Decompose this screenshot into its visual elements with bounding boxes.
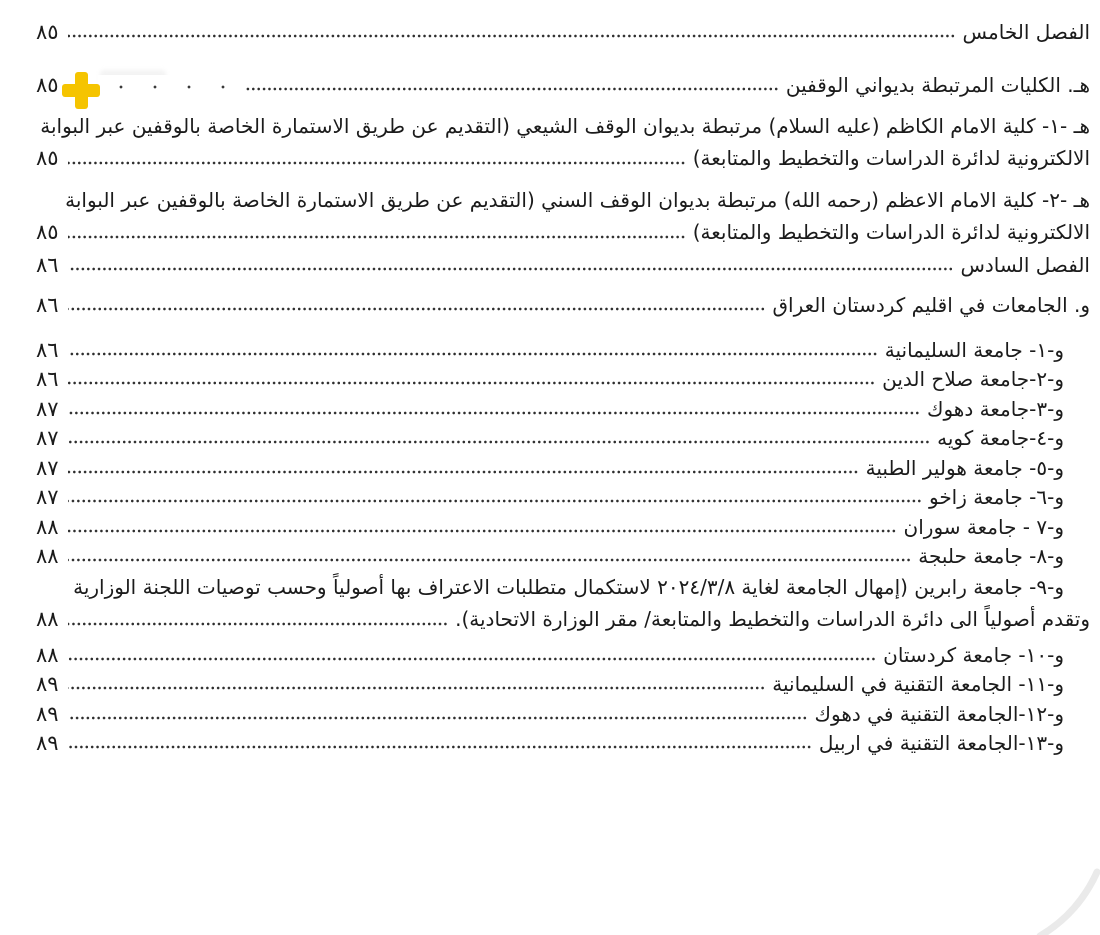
toc-item-w2[interactable] bbox=[36, 365, 1090, 395]
dot-leader bbox=[68, 142, 686, 174]
toc-page-number: ٨٦ bbox=[36, 337, 59, 362]
toc-item-w5[interactable] bbox=[36, 453, 1090, 483]
toc-item-w4[interactable] bbox=[36, 424, 1090, 454]
corner-arc-watermark bbox=[1030, 860, 1100, 935]
toc-page-number: ٨٥ bbox=[36, 73, 59, 97]
toc-item-w7[interactable] bbox=[36, 512, 1090, 542]
toc-entry-title: و-١٢-الجامعة التقنية في دهوك bbox=[814, 701, 1064, 726]
dot-leader bbox=[68, 542, 911, 572]
dot-leader bbox=[68, 453, 859, 483]
toc-item-w3[interactable] bbox=[36, 394, 1090, 424]
dot-leader bbox=[68, 216, 686, 248]
dot-leader bbox=[68, 290, 766, 320]
toc-chapter-6[interactable] bbox=[36, 250, 1090, 280]
toc-page-number: ٨٨ bbox=[36, 544, 59, 569]
toc-entry-title: و-١- جامعة السليمانية bbox=[884, 337, 1064, 362]
dot-leader bbox=[68, 365, 875, 395]
toc-page-number: ٨٦ bbox=[36, 367, 59, 392]
dot-leader bbox=[68, 699, 808, 729]
toc-page-number: ٨٧ bbox=[36, 426, 59, 451]
toc-page-number: ٨٦ bbox=[36, 293, 59, 317]
dot-leader bbox=[68, 483, 922, 513]
toc-entry-title: و-٩- جامعة رابرين (إمهال الجامعة لغاية ٢٠٢٤/٣/٨ لاستكمال متطلبات الاعتراف بها أصولياً وحسب توصيات اللجنة الوزارية bbox=[73, 575, 1064, 599]
toc-entry-title: هـ -٢- كلية الامام الاعظم (رحمه الله) مرتبطة بديوان الوقف السني (التقديم عن طريق الاستمارة الخاصة بالوقفين عبر البوابة bbox=[65, 188, 1090, 212]
dot-leader bbox=[68, 394, 920, 424]
toc-entry-title: الفصل الخامس bbox=[962, 20, 1090, 44]
toc-entry-title: و-٨- جامعة حلبجة bbox=[918, 544, 1064, 569]
dot-leader bbox=[68, 250, 953, 280]
plus-cursor-horizontal-bar bbox=[62, 84, 100, 97]
toc-page-number: ٨٥ bbox=[36, 220, 59, 244]
sparse-dot-leader-gap bbox=[98, 75, 246, 100]
toc-item-w8[interactable] bbox=[36, 542, 1090, 572]
toc-chapter-5[interactable] bbox=[36, 17, 1090, 47]
toc-entry-title: و-١٠- جامعة كردستان bbox=[883, 642, 1064, 667]
dot-leader bbox=[68, 512, 897, 542]
dot-leader bbox=[68, 670, 765, 700]
toc-entry-title: و-٦- جامعة زاخو bbox=[928, 485, 1064, 510]
toc-entry-title: و-١٣-الجامعة التقنية في اربيل bbox=[818, 731, 1064, 756]
toc-page-number: ٨٩ bbox=[36, 701, 59, 726]
toc-page-number: ٨٧ bbox=[36, 396, 59, 421]
dot-leader bbox=[68, 17, 956, 47]
toc-item-w1[interactable] bbox=[36, 335, 1090, 365]
toc-entry-title: و-٤-جامعة كويه bbox=[937, 426, 1064, 451]
toc-entry-title: الفصل السادس bbox=[960, 253, 1090, 277]
toc-page-number: ٨٩ bbox=[36, 672, 59, 697]
toc-page-number: ٨٧ bbox=[36, 455, 59, 480]
toc-entry-title-continuation: وتقدم أصولياً الى دائرة الدراسات والتخطيط والمتابعة/ مقر الوزارة الاتحادية). bbox=[455, 607, 1090, 631]
toc-page-number: ٨٩ bbox=[36, 731, 59, 756]
toc-entry-title: و-٧ - جامعة سوران bbox=[903, 514, 1064, 539]
dot-leader bbox=[68, 424, 930, 454]
dot-leader bbox=[68, 335, 878, 365]
toc-page-number: ٨٨ bbox=[36, 514, 59, 539]
dot-leader bbox=[68, 729, 812, 759]
toc-item-w10[interactable] bbox=[36, 640, 1090, 670]
toc-entry-title: و-١١- الجامعة التقنية في السليمانية bbox=[772, 672, 1064, 697]
toc-page-number: ٨٨ bbox=[36, 642, 59, 667]
toc-entry-title: و. الجامعات في اقليم كردستان العراق bbox=[772, 293, 1090, 317]
toc-page-number: ٨٧ bbox=[36, 485, 59, 510]
dot-leader bbox=[68, 603, 448, 635]
toc-page-number: ٨٥ bbox=[36, 146, 59, 170]
toc-entry-title: و-٣-جامعة دهوك bbox=[926, 396, 1064, 421]
toc-entry-title-continuation: الالكترونية لدائرة الدراسات والتخطيط والمتابعة) bbox=[692, 146, 1090, 170]
dot-leader bbox=[68, 640, 876, 670]
toc-entry-title: و-٥- جامعة هولير الطبية bbox=[865, 455, 1064, 480]
toc-entry-title: هـ -١- كلية الامام الكاظم (عليه السلام) مرتبطة بديوان الوقف الشيعي (التقديم عن طريق الاستمارة الخاصة بالوقفين عبر البوابة bbox=[40, 114, 1090, 138]
toc-entry-title: و-٢-جامعة صلاح الدين bbox=[882, 367, 1064, 392]
toc-page-number: ٨٨ bbox=[36, 607, 59, 631]
toc-item-w11[interactable] bbox=[36, 670, 1090, 700]
toc-item-w12[interactable] bbox=[36, 699, 1090, 729]
toc-page-number: ٨٦ bbox=[36, 253, 59, 277]
toc-item-w13[interactable] bbox=[36, 729, 1090, 759]
toc-item-w6[interactable] bbox=[36, 483, 1090, 513]
toc-entry-title: هـ. الكليات المرتبطة بديواني الوقفين bbox=[785, 73, 1090, 97]
toc-item-w9[interactable] bbox=[36, 571, 1090, 635]
toc-entry-title-continuation: الالكترونية لدائرة الدراسات والتخطيط والمتابعة) bbox=[692, 220, 1090, 244]
toc-section-w[interactable] bbox=[36, 290, 1090, 320]
plus-cursor-icon bbox=[62, 72, 100, 109]
toc-page-number: ٨٥ bbox=[36, 20, 59, 44]
toc-item-h1[interactable] bbox=[36, 110, 1090, 174]
toc-item-h2[interactable] bbox=[36, 184, 1090, 248]
